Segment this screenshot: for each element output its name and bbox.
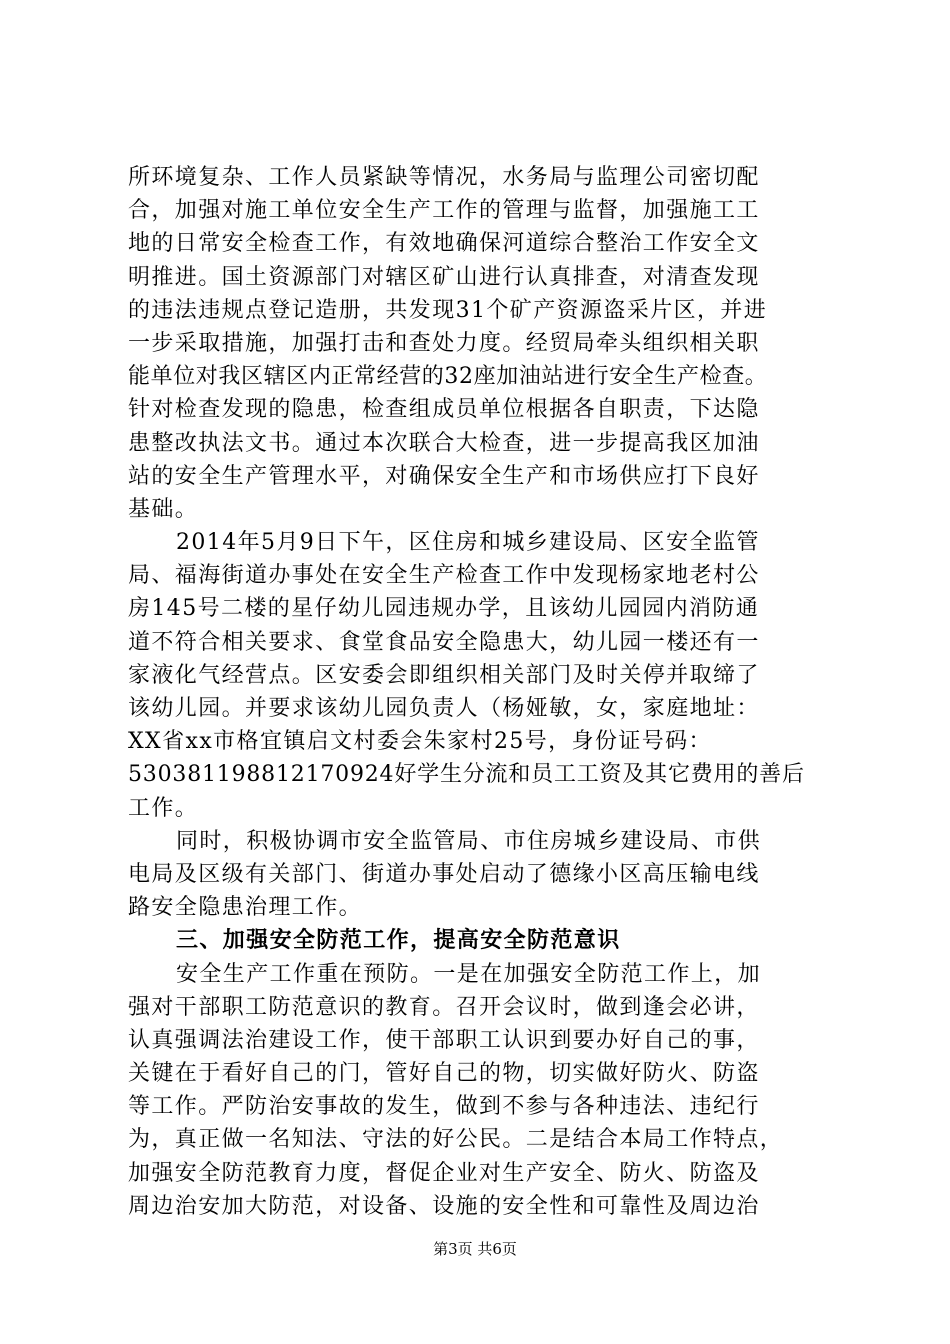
text-line: 认真强调法治建设工作，使干部职工认识到要办好自己的事， [128,1027,760,1053]
text-line: 为，真正做一名知法、守法的好公民。二是结合本局工作特点， [128,1127,784,1153]
text-line: 周边治安加大防范，对设备、设施的安全性和可靠性及周边治 [128,1193,760,1219]
text-line: 患整改执法文书。通过本次联合大检查，进一步提高我区加油 [128,430,760,456]
text-line: 地的日常安全检查工作，有效地确保河道综合整治工作安全文 [128,231,760,257]
text-line: 家液化气经营点。区安委会即组织相关部门及时关停并取缔了 [128,662,760,688]
text-line: 针对检查发现的隐患，检查组成员单位根据各自职责，下达隐 [128,397,760,423]
text-line: 530381198812170924好学生分流和员工工资及其它费用的善后 [128,762,805,788]
text-line: 强对干部职工防范意识的教育。召开会议时，做到逢会必讲， [128,994,760,1020]
text-line: 该幼儿园。并要求该幼儿园负责人（杨娅敏，女，家庭地址： [128,696,760,721]
paragraph-start: 2014年5月9日下午，区住房和城乡建设局、区安全监管 [176,530,760,556]
text-line: XX省xx市格宜镇启文村委会朱家村25号，身份证号码： [128,729,712,755]
text-line: 合，加强对施工单位安全生产工作的管理与监督，加强施工工 [128,198,760,224]
body-text [128,161,828,1223]
text-line: 一步采取措施，加强打击和查处力度。经贸局牵头组织相关职 [128,330,760,356]
text-line: 关键在于看好自己的门，管好自己的物，切实做好防火、防盗 [128,1061,760,1087]
paragraph-start: 同时，积极协调市安全监管局、市住房城乡建设局、市供 [176,828,762,854]
text-line: 道不符合相关要求、食堂食品安全隐患大，幼儿园一楼还有一 [128,629,760,655]
text-line: 工作。 [128,795,199,821]
text-line: 能单位对我区辖区内正常经营的32座加油站进行安全生产检查。 [128,364,768,390]
text-line: 基础。 [128,496,199,522]
section-heading: 三、加强安全防范工作，提高安全防范意识 [176,927,621,954]
paragraph-start: 安全生产工作重在预防。一是在加强安全防范工作上，加 [176,961,762,987]
text-line: 所环境复杂、工作人员紧缺等情况，水务局与监理公司密切配 [128,165,760,190]
text-line: 加强安全防范教育力度，督促企业对生产安全、防火、防盗及 [128,1160,760,1186]
text-line: 站的安全生产管理水平，对确保安全生产和市场供应打下良好 [128,463,760,489]
text-line: 局、福海街道办事处在安全生产检查工作中发现杨家地老村公 [128,563,760,589]
text-line: 路安全隐患治理工作。 [128,895,363,921]
text-line: 等工作。严防治安事故的发生，做到不参与各种违法、违纪行 [128,1094,760,1120]
text-line: 的违法违规点登记造册，共发现31个矿产资源盗采片区，并进 [128,297,768,323]
text-line: 电局及区级有关部门、街道办事处启动了德缘小区高压输电线 [128,861,760,887]
text-line: 明推进。国土资源部门对辖区矿山进行认真排查，对清查发现 [128,264,760,290]
page-footer: 第3页 共6页 [433,1240,517,1258]
text-line: 房145号二楼的星仔幼儿园违规办学，且该幼儿园园内消防通 [128,596,760,622]
